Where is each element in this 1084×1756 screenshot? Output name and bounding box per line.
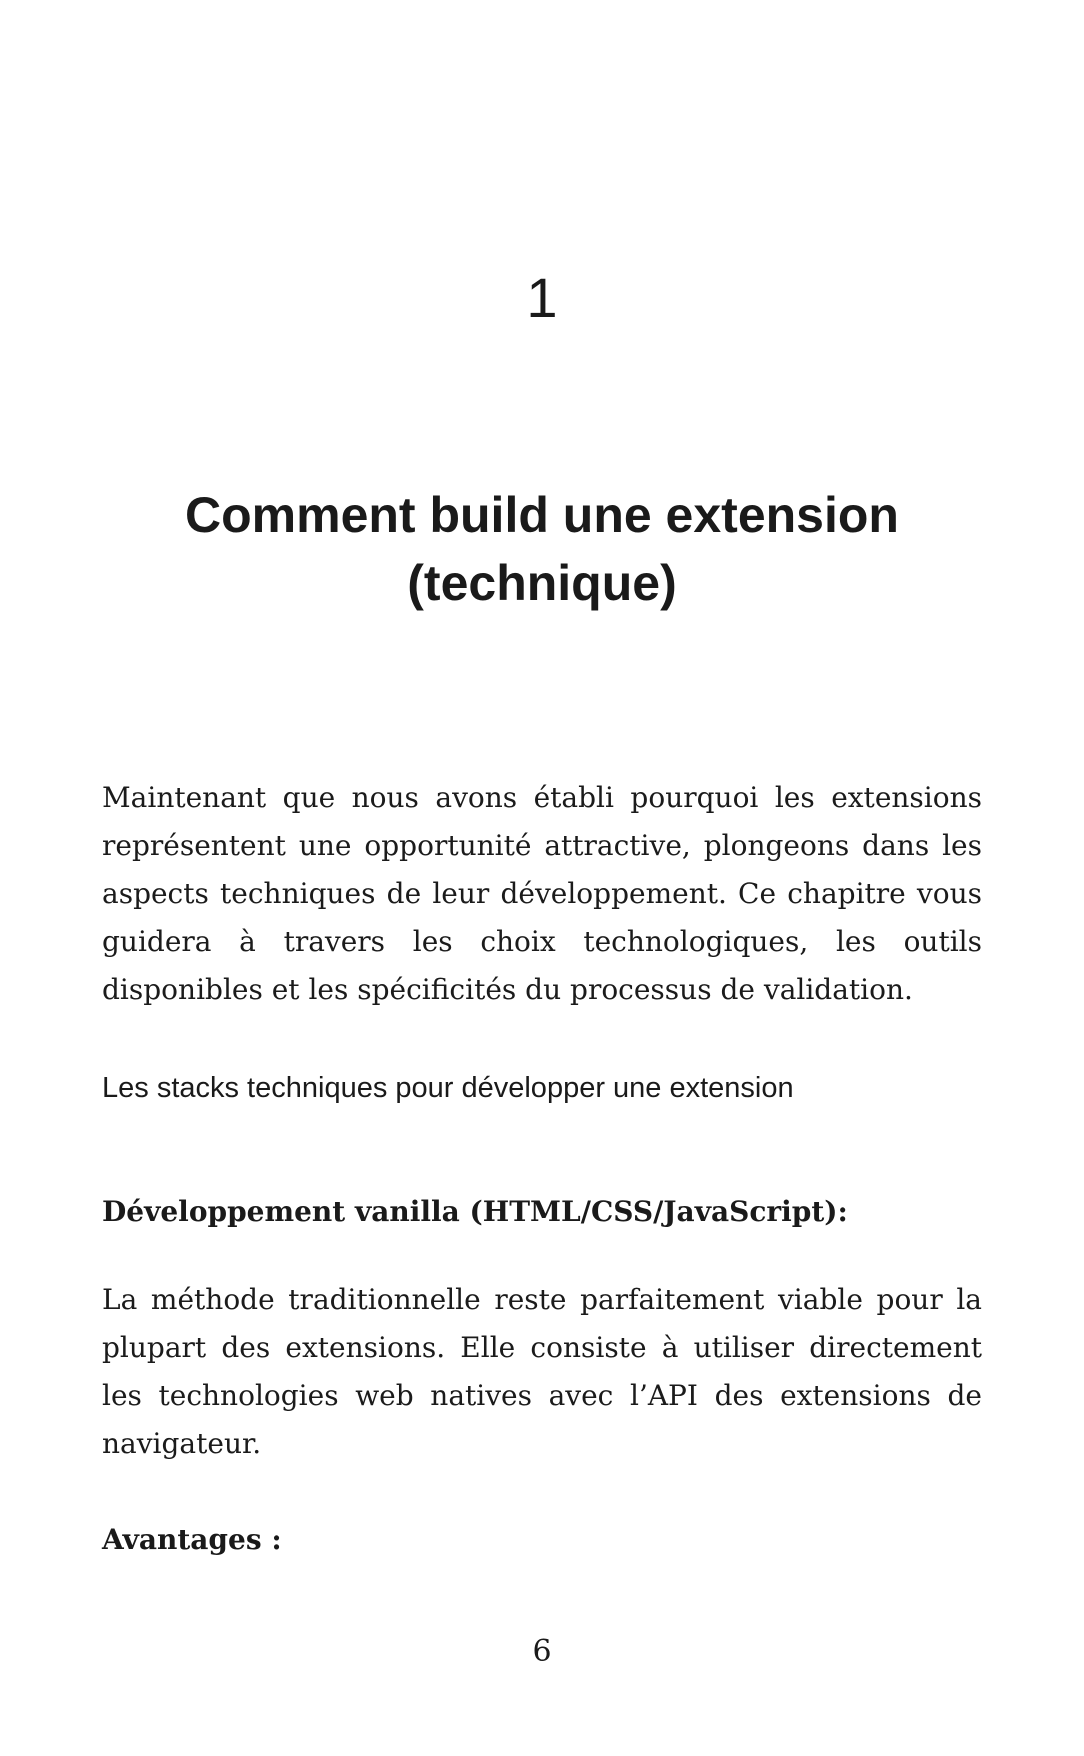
page-number: 6 bbox=[532, 1634, 552, 1669]
vanilla-paragraph: La méthode traditionnelle reste parfaitement viable pour la plupart des extensions. Elle consiste à utiliser directement les technologies web natives avec l’API des extensions de navigateur. bbox=[102, 1283, 982, 1460]
chapter-title-line2: (technique) bbox=[407, 555, 677, 611]
chapter-number: 1 bbox=[526, 266, 558, 329]
intro-paragraph: Maintenant que nous avons établi pourquoi les extensions représentent une opportunité attractive, plongeons dans les aspects techniques de leur développement. Ce chapitre vous guidera à travers les choix technologiques, les outils disponibles et les spécificités du processus de validation. bbox=[102, 781, 982, 1006]
section-heading-stacks: Les stacks techniques pour développer une extension bbox=[102, 1072, 794, 1104]
subheading-vanilla-development: Développement vanilla (HTML/CSS/JavaScript): bbox=[102, 1195, 848, 1228]
advantages-heading: Avantages : bbox=[102, 1523, 282, 1556]
chapter-title-line1: Comment build une extension bbox=[185, 487, 899, 543]
chapter-title bbox=[102, 481, 982, 617]
